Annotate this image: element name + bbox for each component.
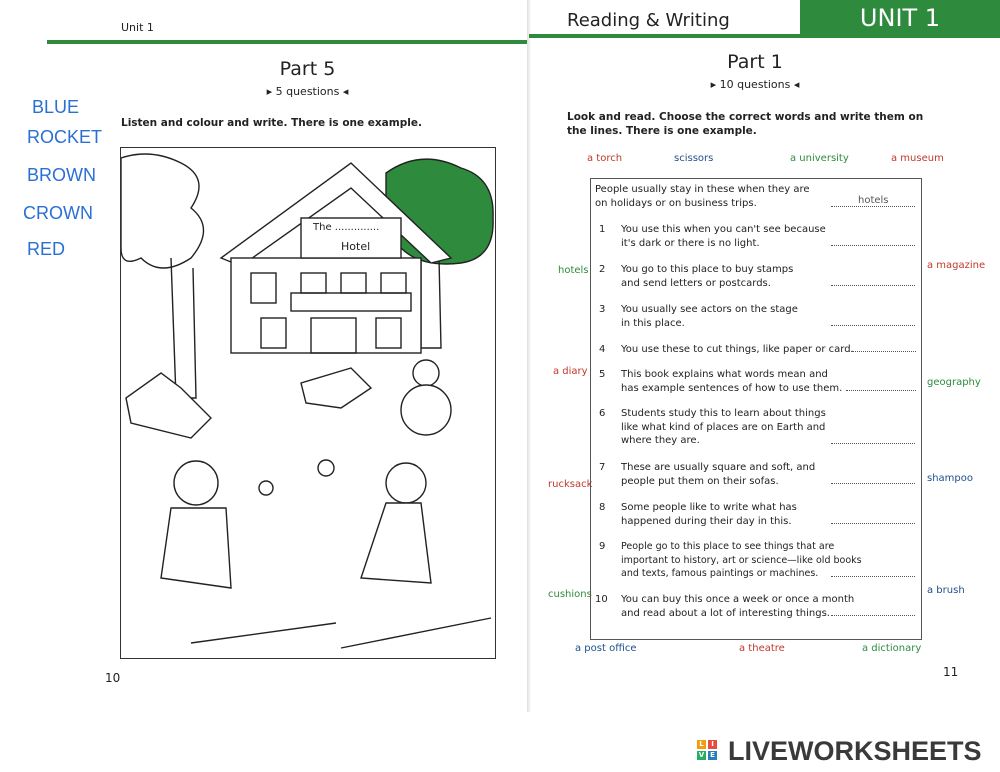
- option-a-post-office: a post office: [575, 643, 637, 654]
- question-text: Students study this to learn about things: [621, 408, 826, 419]
- option-a-diary: a diary: [553, 366, 588, 377]
- option-cushions: cushions: [548, 589, 592, 600]
- answer-line-2[interactable]: [831, 285, 915, 286]
- option-rucksack: rucksack: [548, 479, 593, 490]
- logo-square: I: [708, 740, 717, 749]
- option-a-museum: a museum: [891, 153, 944, 164]
- question-number: 8: [599, 502, 606, 513]
- left-header-bar: [47, 40, 527, 44]
- liveworksheets-logo-text: LIVEWORKSHEETS: [728, 736, 982, 766]
- logo-square: V: [698, 751, 705, 759]
- question-text: and texts, famous paintings or machines.: [621, 568, 819, 579]
- left-page-number: 10: [105, 671, 121, 685]
- option-a-torch: a torch: [587, 153, 623, 164]
- question-number: 6: [599, 408, 606, 419]
- answer-line-3[interactable]: [831, 325, 915, 326]
- answer-line-10[interactable]: [831, 615, 915, 616]
- colouring-picture[interactable]: [120, 147, 496, 659]
- option-a-theatre: a theatre: [739, 643, 785, 654]
- word-bank-blue[interactable]: BLUE: [32, 97, 80, 117]
- option-a-brush: a brush: [927, 585, 965, 596]
- question-text: These are usually square and soft, and: [621, 462, 816, 473]
- left-instruction: Listen and colour and write. There is one example.: [121, 117, 422, 129]
- answer-line-8[interactable]: [831, 523, 915, 524]
- question-text: it's dark or there is no light.: [621, 237, 760, 249]
- question-text: important to history, art or science—like old books: [621, 554, 862, 566]
- option-scissors: scissors: [674, 153, 714, 164]
- question-text: This book explains what words mean and: [621, 369, 828, 380]
- example-text-line2: on holidays or on business trips.: [595, 197, 757, 209]
- option-a-dictionary: a dictionary: [862, 643, 922, 654]
- liveworksheets-logo-icon: [697, 740, 719, 762]
- word-bank-crown[interactable]: CROWN: [23, 203, 93, 223]
- right-page-number: 11: [943, 665, 959, 679]
- answer-line-1[interactable]: [831, 245, 915, 246]
- hotel-sign-line1: The ..............: [313, 222, 380, 233]
- question-text: happened during their day in this.: [621, 515, 792, 527]
- option-geography: geography: [927, 377, 981, 388]
- word-bank-rocket[interactable]: ROCKET: [27, 127, 103, 147]
- option-a-magazine: a magazine: [927, 260, 986, 271]
- right-part-title: Part 1: [727, 51, 783, 73]
- option-shampoo: shampoo: [927, 473, 974, 484]
- section-title: Reading & Writing: [567, 10, 730, 31]
- example-answer-line: [831, 206, 915, 207]
- question-text: in this place.: [621, 317, 685, 329]
- left-part-subtitle: ▸ 5 questions ◂: [266, 85, 349, 98]
- word-bank-red[interactable]: RED: [27, 239, 66, 259]
- question-number: 5: [599, 369, 606, 380]
- question-text: and read about a lot of interesting things.: [621, 607, 830, 619]
- question-text: like what kind of places are on Earth and: [621, 421, 826, 433]
- question-text: Some people like to write what has: [621, 502, 797, 513]
- left-unit-label: Unit 1: [121, 21, 154, 34]
- example-text-line1: People usually stay in these when they are: [595, 184, 810, 195]
- left-part-title: Part 5: [279, 58, 336, 80]
- answer-line-9[interactable]: [831, 576, 915, 577]
- answer-line-7[interactable]: [831, 483, 915, 484]
- question-number: 7: [599, 462, 606, 473]
- question-text: has example sentences of how to use them.: [621, 382, 843, 394]
- question-text: You use these to cut things, like paper or card.: [621, 344, 854, 355]
- questions-box: [590, 178, 922, 640]
- question-number: 10: [595, 594, 608, 605]
- question-text: You use this when you can't see because: [621, 224, 826, 235]
- example-answer: hotels: [858, 195, 889, 206]
- question-text: People go to this place to see things that are: [621, 541, 835, 552]
- logo-square: E: [708, 751, 717, 760]
- answer-line-6[interactable]: [831, 443, 915, 444]
- answer-line-4[interactable]: [846, 351, 916, 352]
- question-number: 4: [599, 344, 606, 355]
- right-instruction: Look and read. Choose the correct words and write them on the lines. There is one example.: [567, 111, 924, 137]
- logo-square: L: [697, 740, 706, 749]
- question-text: people put them on their sofas.: [621, 475, 779, 487]
- word-bank-brown[interactable]: BROWN: [27, 165, 96, 185]
- answer-line-5[interactable]: [846, 390, 916, 391]
- question-text: You usually see actors on the stage: [621, 304, 798, 315]
- question-text: and send letters or postcards.: [621, 277, 771, 289]
- question-text: You can buy this once a week or once a month: [621, 594, 855, 605]
- right-part-subtitle: ▸ 10 questions ◂: [710, 78, 800, 91]
- question-text: where they are.: [621, 435, 700, 446]
- hotel-scene-illustration: [121, 148, 495, 658]
- option-hotels: hotels: [558, 265, 589, 276]
- question-text: You go to this place to buy stamps: [621, 264, 794, 275]
- hotel-sign-line2: Hotel: [341, 240, 371, 253]
- question-number: 1: [599, 224, 606, 235]
- option-a-university: a university: [790, 153, 849, 164]
- unit-tab: UNIT 1: [800, 0, 1000, 36]
- question-number: 2: [599, 264, 606, 275]
- question-number: 3: [599, 304, 606, 315]
- question-number: 9: [599, 541, 606, 552]
